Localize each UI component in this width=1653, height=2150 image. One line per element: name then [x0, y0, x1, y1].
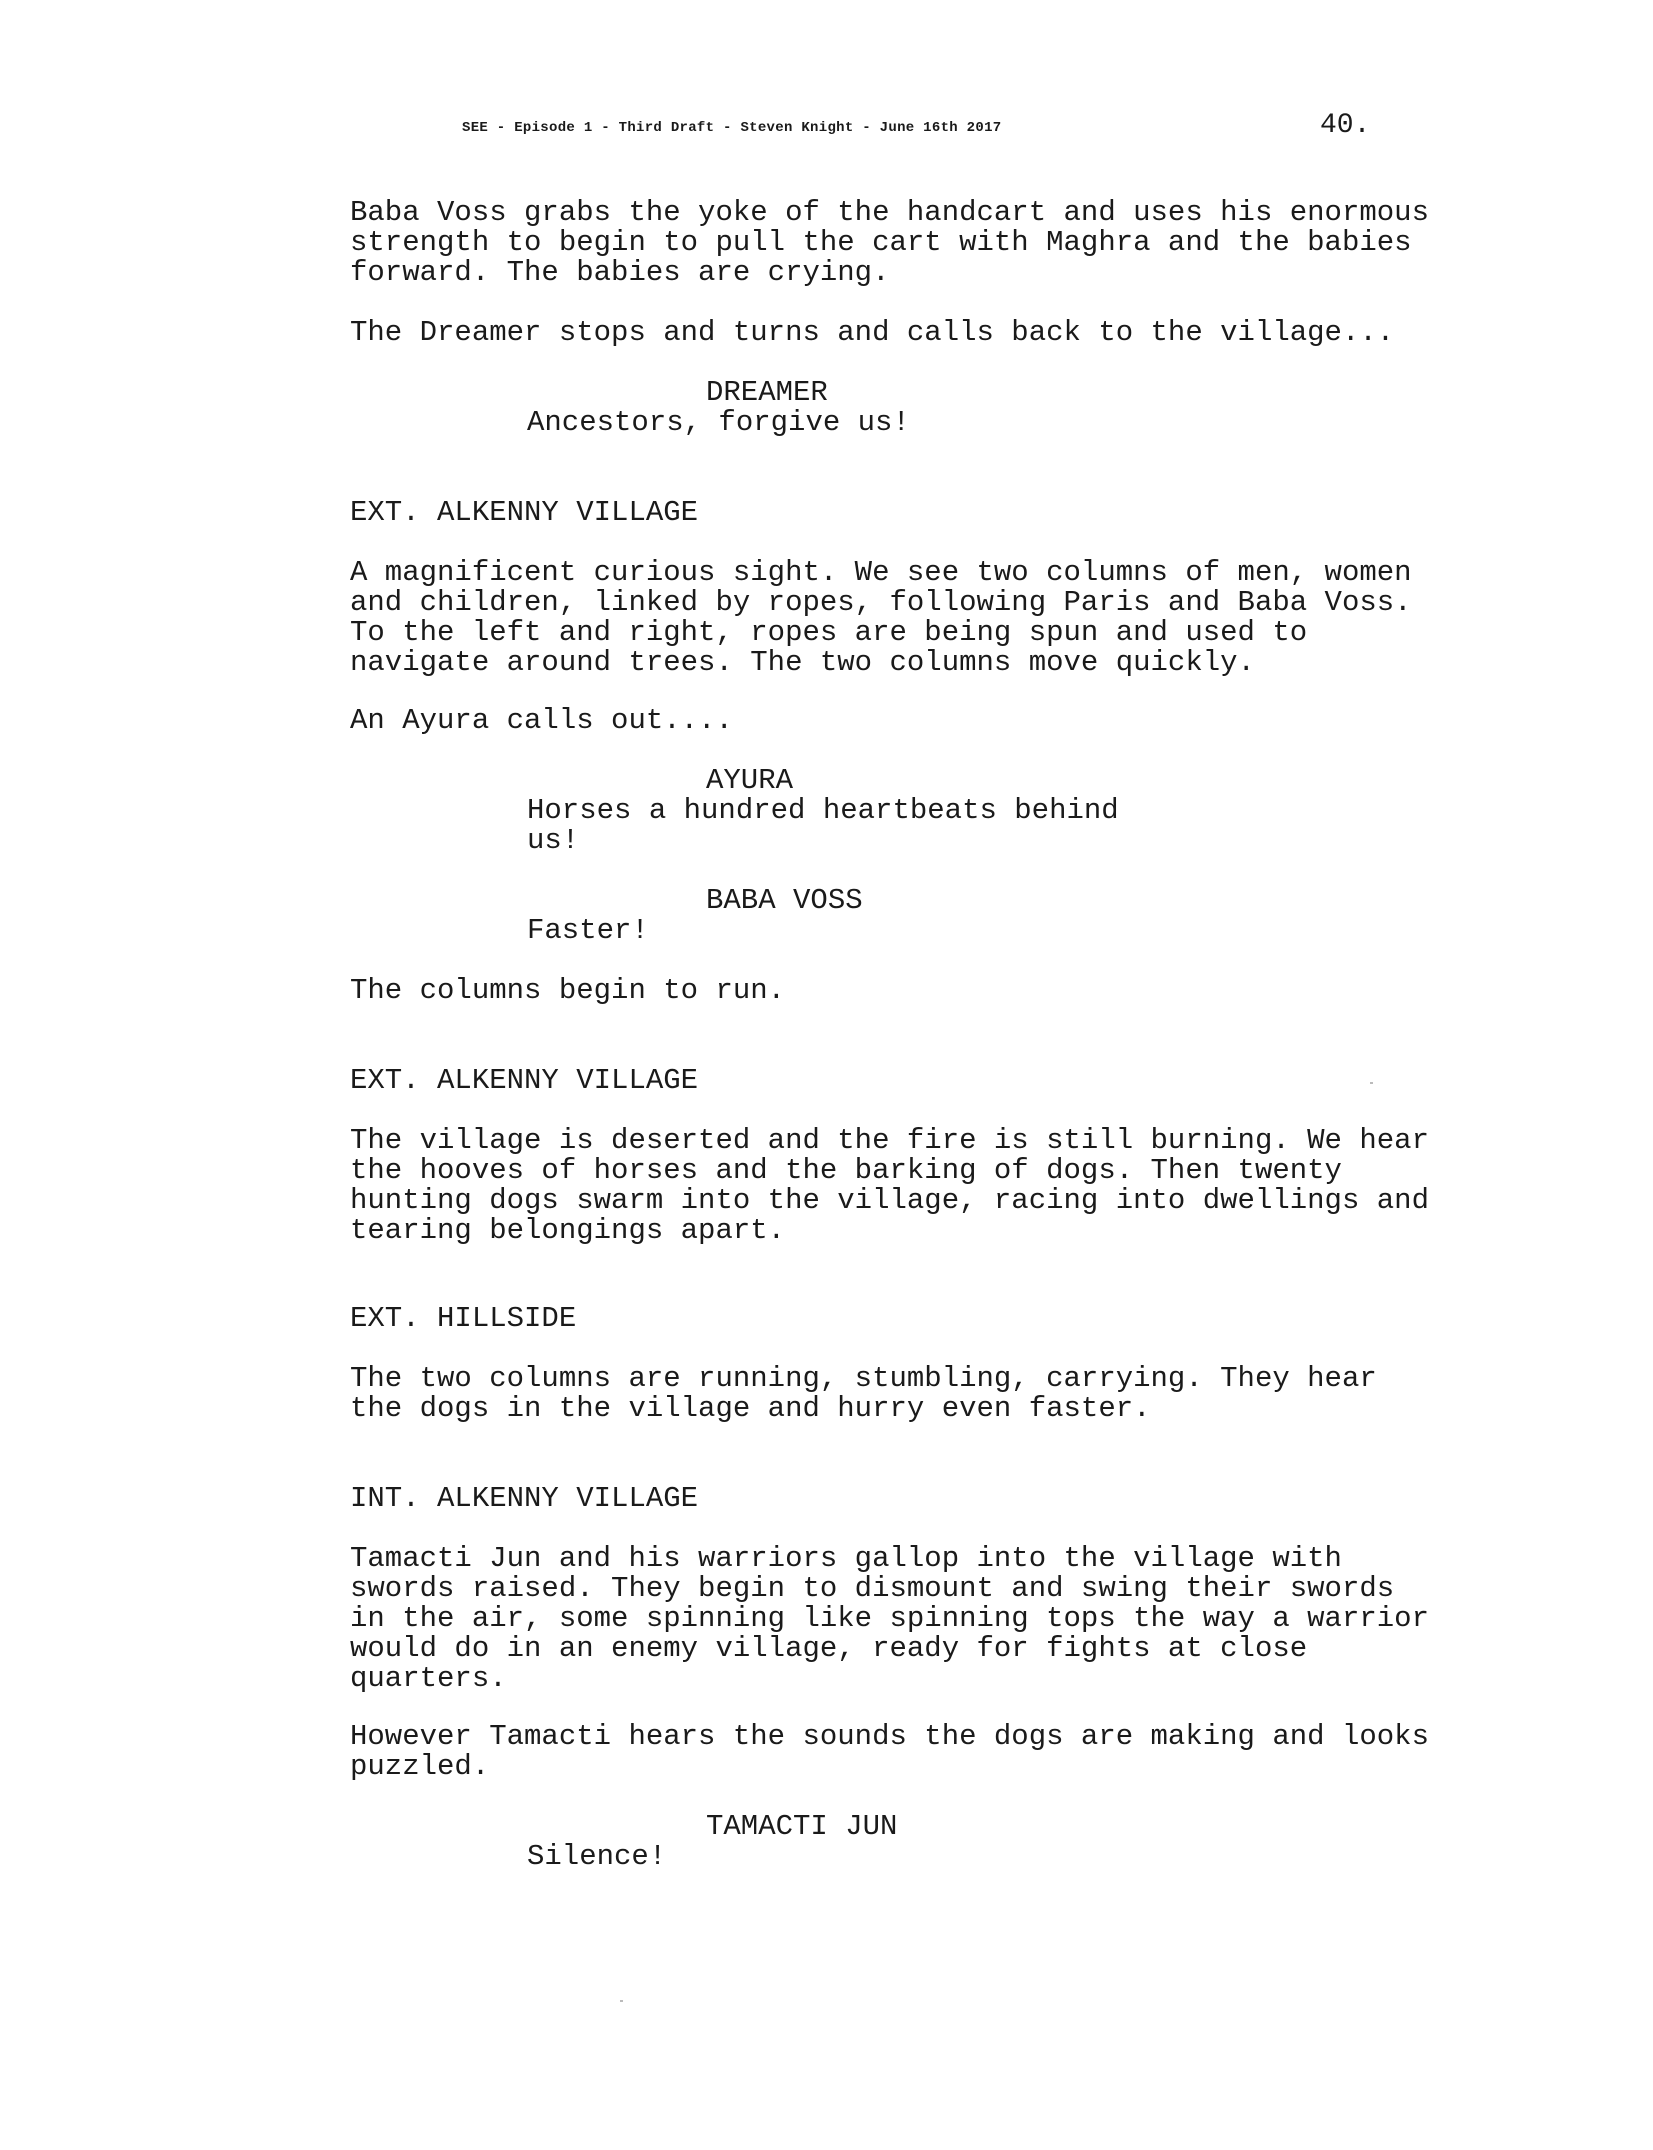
action-paragraph: The Dreamer stops and turns and calls back to the village... — [350, 316, 1395, 349]
dialogue-line: Ancestors, forgive us! — [527, 406, 910, 439]
page-number: 40. — [1320, 110, 1371, 141]
dialogue-line: Horses a hundred heartbeats behind us! — [527, 794, 1119, 857]
scan-speck — [620, 2000, 623, 2002]
scene-heading: EXT. ALKENNY VILLAGE — [350, 1064, 699, 1097]
scene-heading: EXT. ALKENNY VILLAGE — [350, 496, 699, 529]
dialogue-line: Faster! — [527, 914, 649, 947]
scan-speck — [1370, 1082, 1373, 1084]
scene-heading: INT. ALKENNY VILLAGE — [350, 1482, 699, 1515]
action-paragraph: A magnificent curious sight. We see two columns of men, women and children, linked by ropes, following Paris and Baba Voss. To the left and right, ropes are being spun and used to navigate around trees. The two columns move quickly. — [350, 556, 1412, 679]
character-name: TAMACTI JUN — [706, 1810, 898, 1843]
dialogue-line: Silence! — [527, 1840, 667, 1873]
running-header: SEE - Episode 1 - Third Draft - Steven Knight - June 16th 2017 — [462, 120, 1002, 136]
action-paragraph: However Tamacti hears the sounds the dogs are making and looks puzzled. — [350, 1720, 1429, 1783]
action-paragraph: The village is deserted and the fire is still burning. We hear the hooves of horses and the barking of dogs. Then twenty hunting dogs swarm into the village, racing into dwellings and tearing belongings apart. — [350, 1124, 1429, 1247]
action-paragraph: Baba Voss grabs the yoke of the handcart and uses his enormous strength to begin to pull the cart with Maghra and the babies forward. The babies are crying. — [350, 196, 1429, 289]
action-paragraph: The two columns are running, stumbling, carrying. They hear the dogs in the village and hurry even faster. — [350, 1362, 1377, 1425]
character-name: AYURA — [706, 764, 794, 797]
character-name: DREAMER — [706, 376, 828, 409]
character-name: BABA VOSS — [706, 884, 863, 917]
scene-heading: EXT. HILLSIDE — [350, 1302, 577, 1335]
action-paragraph: Tamacti Jun and his warriors gallop into the village with swords raised. They begin to dismount and swing their swords in the air, some spinning like spinning tops the way a warrior would do in an enemy village, ready for fights at close quarters. — [350, 1542, 1429, 1695]
action-paragraph: An Ayura calls out.... — [350, 704, 733, 737]
action-paragraph: The columns begin to run. — [350, 974, 786, 1007]
